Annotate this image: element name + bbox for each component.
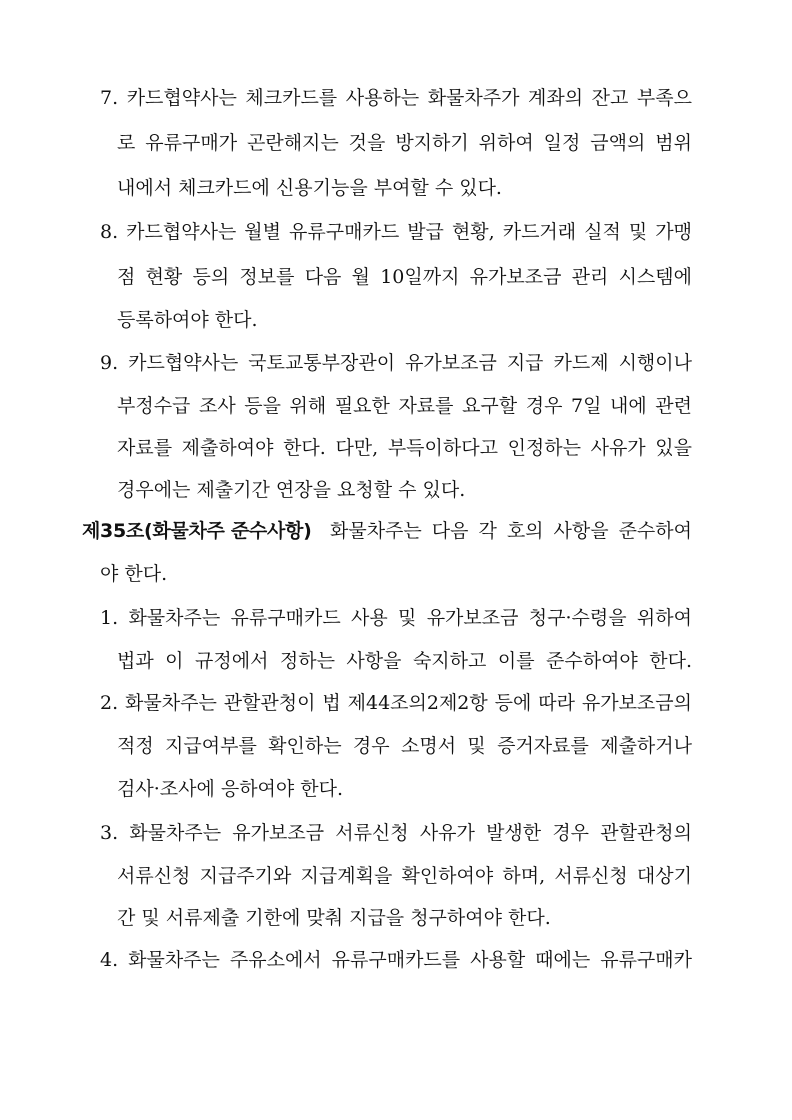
item-8-line-3: 등록하여야 한다. <box>117 309 258 331</box>
item-3-line-2: 서류신청 지급주기와 지급계획을 확인하여야 하며, 서류신청 대상기 <box>117 865 692 887</box>
item-9-line-3: 자료를 제출하여야 한다. 다만, 부득이하다고 인정하는 사유가 있을 <box>117 437 692 459</box>
item-9-line-2: 부정수급 조사 등을 위해 필요한 자료를 요구할 경우 7일 내에 관련 <box>117 395 692 417</box>
item-9-line-4: 경우에는 제출기간 연장을 요청할 수 있다. <box>117 479 466 501</box>
item-1-line-2: 법과 이 규정에서 정하는 사항을 숙지하고 이를 준수하여야 한다. <box>117 650 692 672</box>
item-9-line-1: 9. 카드협약사는 국토교통부장관이 유가보조금 지급 카드제 시행이나 <box>100 352 692 374</box>
item-7-line-2: 로 유류구매가 곤란해지는 것을 방지하기 위하여 일정 금액의 범위 <box>117 132 692 154</box>
item-2-line-2: 적정 지급여부를 확인하는 경우 소명서 및 증거자료를 제출하거나 <box>117 735 692 757</box>
article-intro-line-1: 화물차주는 다음 각 호의 사항을 준수하여 <box>330 520 692 542</box>
item-2-line-1: 2. 화물차주는 관할관청이 법 제44조의2제2항 등에 따라 유가보조금의 <box>100 692 692 714</box>
item-3-line-3: 간 및 서류제출 기한에 맞춰 지급을 청구하여야 한다. <box>117 907 551 929</box>
item-8-line-2: 점 현황 등의 정보를 다음 월 10일까지 유가보조금 관리 시스템에 <box>117 266 692 288</box>
item-1-line-1: 1. 화물차주는 유류구매카드 사용 및 유가보조금 청구·수령을 위하여 <box>100 607 692 629</box>
item-7-line-3: 내에서 체크카드에 신용기능을 부여할 수 있다. <box>117 177 502 199</box>
item-4-line-1: 4. 화물차주는 주유소에서 유류구매카드를 사용할 때에는 유류구매카 <box>100 949 692 971</box>
item-2-line-3: 검사·조사에 응하여야 한다. <box>117 778 344 800</box>
item-7-line-1: 7. 카드협약사는 체크카드를 사용하는 화물차주가 계좌의 잔고 부족으 <box>100 87 692 109</box>
item-8-line-1: 8. 카드협약사는 월별 유류구매카드 발급 현황, 카드거래 실적 및 가맹 <box>100 221 692 243</box>
item-3-line-1: 3. 화물차주는 유가보조금 서류신청 사유가 발생한 경우 관할관청의 <box>100 822 692 844</box>
article-intro-line-2: 야 한다. <box>100 563 168 585</box>
article-title: 제35조(화물차주 준수사항) <box>82 520 312 542</box>
